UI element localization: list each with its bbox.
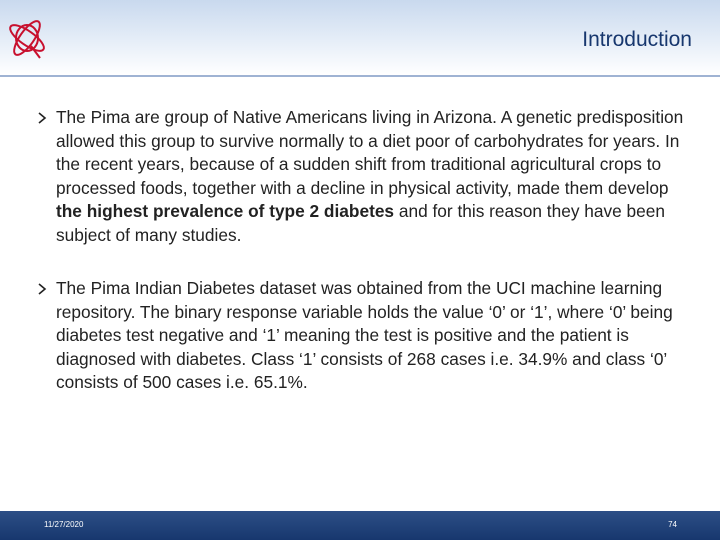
slide-title: Introduction [582, 28, 692, 51]
bullet-item-dataset [36, 277, 696, 395]
bullet-item-pima-background [36, 106, 696, 247]
triangle-bullet-icon [36, 112, 48, 124]
bullet-text: and for this reason they have been subject of many studies. [56, 201, 665, 245]
bullet-list [36, 106, 696, 395]
footer-date: 11/27/2020 [44, 520, 84, 529]
bullet-text: The Pima Indian Diabetes dataset was obtained from the UCI machine learning repository. The binary response variable holds the value ‘0’ or ‘1’, where ‘0’ being diabetes test negative and ‘1’ meaning the test is positive and the patient is diagnosed with diabetes. Class ‘1’ consists of 268 cases i.e. 34.9% and class ‘0’ consists of 500 cases i.e. 65.1%. [56, 278, 673, 392]
page-number: 74 [668, 520, 677, 529]
triangle-bullet-icon [36, 283, 48, 295]
bullet-emphasis: the highest prevalence of type 2 diabetes [56, 201, 395, 221]
bullet-text: The Pima are group of Native Americans living in Arizona. A genetic predisposition allowed this group to survive normally to a diet poor of carbohydrates for years. In the recent years, because of a sudden shift from traditional agricultural crops to processed foods, together with a decline in physical activity, made them develop [56, 107, 684, 198]
footer-bar [0, 511, 720, 540]
header-divider [0, 75, 720, 77]
atom-q-logo-icon [2, 2, 52, 72]
